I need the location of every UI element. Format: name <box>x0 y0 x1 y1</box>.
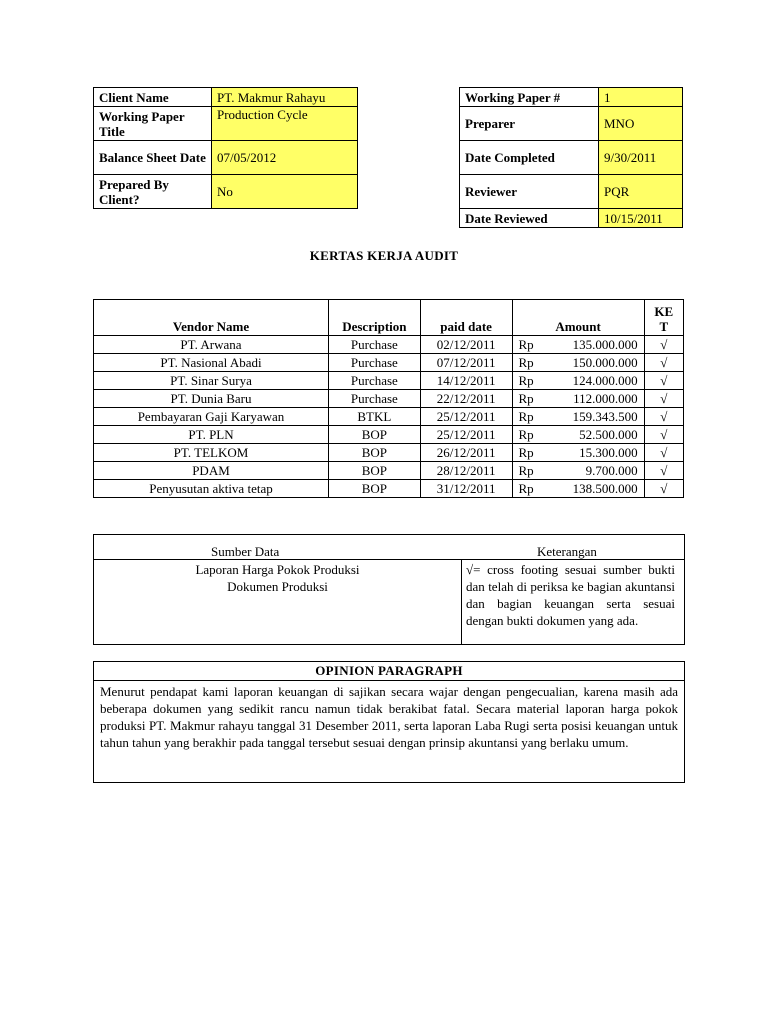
checkmark-cell: √ <box>644 408 683 426</box>
table-row <box>94 426 684 444</box>
vendor-name-cell: PT. TELKOM <box>94 444 329 462</box>
vendor-table-body <box>94 336 684 498</box>
note-text: √= cross footing sesuai sumber bukti dan telah di periksa ke bagian akuntansi dan bagian keuangan serta sesuai dengan bukti dokumen yang ada. <box>466 562 675 628</box>
checkmark-cell: √ <box>644 462 683 480</box>
note-header: Keterangan <box>537 544 597 559</box>
paid-date-cell: 22/12/2011 <box>420 390 512 408</box>
table-row <box>94 408 684 426</box>
source-data-section <box>93 534 685 645</box>
amount-cell <box>512 408 644 426</box>
checkmark-cell: √ <box>644 480 683 498</box>
amount-cell <box>512 390 644 408</box>
paid-date-cell: 28/12/2011 <box>420 462 512 480</box>
amount-value: 52.500.000 <box>579 427 638 442</box>
description-cell: BOP <box>328 480 420 498</box>
date-reviewed-label: Date Reviewed <box>460 209 599 228</box>
balance-sheet-date-value: 07/05/2012 <box>212 141 358 175</box>
vendor-name-cell: PT. Nasional Abadi <box>94 354 329 372</box>
amount-cell <box>512 444 644 462</box>
currency-label: Rp <box>518 445 534 460</box>
checkmark-cell: √ <box>644 372 683 390</box>
vendor-name-cell: Pembayaran Gaji Karyawan <box>94 408 329 426</box>
vendor-name-cell: PT. Dunia Baru <box>94 390 329 408</box>
currency-label: Rp <box>518 373 534 388</box>
currency-label: Rp <box>518 427 534 442</box>
source-data-item: Dokumen Produksi <box>227 579 328 594</box>
checkmark-cell: √ <box>644 336 683 354</box>
paid-date-cell: 07/12/2011 <box>420 354 512 372</box>
amount-cell <box>512 354 644 372</box>
working-paper-number-label: Working Paper # <box>460 88 599 107</box>
date-reviewed-value: 10/15/2011 <box>599 209 683 228</box>
preparer-value: MNO <box>599 107 683 141</box>
description-cell: BOP <box>328 444 420 462</box>
paid-date-cell: 31/12/2011 <box>420 480 512 498</box>
currency-label: Rp <box>518 481 534 496</box>
ket-header: KE T <box>644 300 683 336</box>
vendor-name-cell: PDAM <box>94 462 329 480</box>
table-row <box>94 462 684 480</box>
client-name-label: Client Name <box>94 88 212 107</box>
paid-date-cell: 14/12/2011 <box>420 372 512 390</box>
table-row <box>94 480 684 498</box>
working-paper-number-value: 1 <box>599 88 683 107</box>
amount-header: Amount <box>512 300 644 336</box>
opinion-section <box>93 661 685 783</box>
amount-cell <box>512 426 644 444</box>
client-info-table <box>93 87 358 209</box>
amount-value: 150.000.000 <box>572 355 638 370</box>
checkmark-cell: √ <box>644 444 683 462</box>
vendor-name-cell: PT. Sinar Surya <box>94 372 329 390</box>
currency-label: Rp <box>518 463 534 478</box>
working-paper-title-label: Working Paper Title <box>94 107 212 141</box>
date-completed-label: Date Completed <box>460 141 599 175</box>
amount-value: 159.343.500 <box>572 409 638 424</box>
amount-value: 138.500.000 <box>572 481 638 496</box>
checkmark-cell: √ <box>644 390 683 408</box>
source-data-header: Sumber Data <box>211 544 280 559</box>
amount-cell <box>512 372 644 390</box>
vendor-name-header: Vendor Name <box>94 300 329 336</box>
prepared-by-client-value: No <box>212 175 358 209</box>
amount-value: 15.300.000 <box>579 445 638 460</box>
table-row <box>94 372 684 390</box>
description-cell: BTKL <box>328 408 420 426</box>
reviewer-label: Reviewer <box>460 175 599 209</box>
paid-date-cell: 26/12/2011 <box>420 444 512 462</box>
amount-value: 112.000.000 <box>573 391 638 406</box>
checkmark-cell: √ <box>644 426 683 444</box>
description-cell: BOP <box>328 462 420 480</box>
vendor-payment-table <box>93 299 684 498</box>
table-row <box>94 444 684 462</box>
client-name-value: PT. Makmur Rahayu <box>212 88 358 107</box>
description-cell: Purchase <box>328 390 420 408</box>
section-divider <box>94 559 684 560</box>
amount-value: 124.000.000 <box>572 373 638 388</box>
balance-sheet-date-label: Balance Sheet Date <box>94 141 212 175</box>
description-cell: Purchase <box>328 354 420 372</box>
preparer-label: Preparer <box>460 107 599 141</box>
vendor-name-cell: PT. Arwana <box>94 336 329 354</box>
amount-cell <box>512 336 644 354</box>
page-title: KERTAS KERJA AUDIT <box>309 248 459 263</box>
description-cell: Purchase <box>328 372 420 390</box>
currency-label: Rp <box>518 391 534 406</box>
working-paper-info-table <box>459 87 683 228</box>
currency-label: Rp <box>518 355 534 370</box>
table-row <box>94 354 684 372</box>
date-completed-value: 9/30/2011 <box>599 141 683 175</box>
reviewer-value: PQR <box>599 175 683 209</box>
table-row <box>94 336 684 354</box>
amount-value: 9.700.000 <box>585 463 638 478</box>
table-row <box>94 390 684 408</box>
checkmark-cell: √ <box>644 354 683 372</box>
opinion-title: OPINION PARAGRAPH <box>94 662 684 681</box>
paid-date-cell: 25/12/2011 <box>420 408 512 426</box>
opinion-text: Menurut pendapat kami laporan keuangan di sajikan secara wajar dengan pengecualian, karena masih ada beberapa dokumen yang sedikit rancu namun tidak berakibat fatal. Secara material laporan harga pokok produksi PT. Makmur rahayu tanggal 31 Desember 2011, serta laporan Laba Rugi serta posisi keuangan untuk tahun tahun yang berakhir pada tanggal tersebut sesuai dengan prinsip akuntansi yang berlaku umum. <box>100 684 678 750</box>
description-cell: Purchase <box>328 336 420 354</box>
currency-label: Rp <box>518 337 534 352</box>
vendor-name-cell: PT. PLN <box>94 426 329 444</box>
vendor-name-cell: Penyusutan aktiva tetap <box>94 480 329 498</box>
working-paper-title-value: Production Cycle <box>212 107 358 141</box>
paid-date-header: paid date <box>420 300 512 336</box>
amount-cell <box>512 480 644 498</box>
paid-date-cell: 02/12/2011 <box>420 336 512 354</box>
source-data-list <box>94 561 461 595</box>
description-cell: BOP <box>328 426 420 444</box>
paid-date-cell: 25/12/2011 <box>420 426 512 444</box>
column-divider <box>461 559 462 644</box>
source-data-item: Laporan Harga Pokok Produksi <box>195 562 360 577</box>
prepared-by-client-label: Prepared By Client? <box>94 175 212 209</box>
amount-value: 135.000.000 <box>572 337 638 352</box>
currency-label: Rp <box>518 409 534 424</box>
amount-cell <box>512 462 644 480</box>
description-header: Description <box>328 300 420 336</box>
